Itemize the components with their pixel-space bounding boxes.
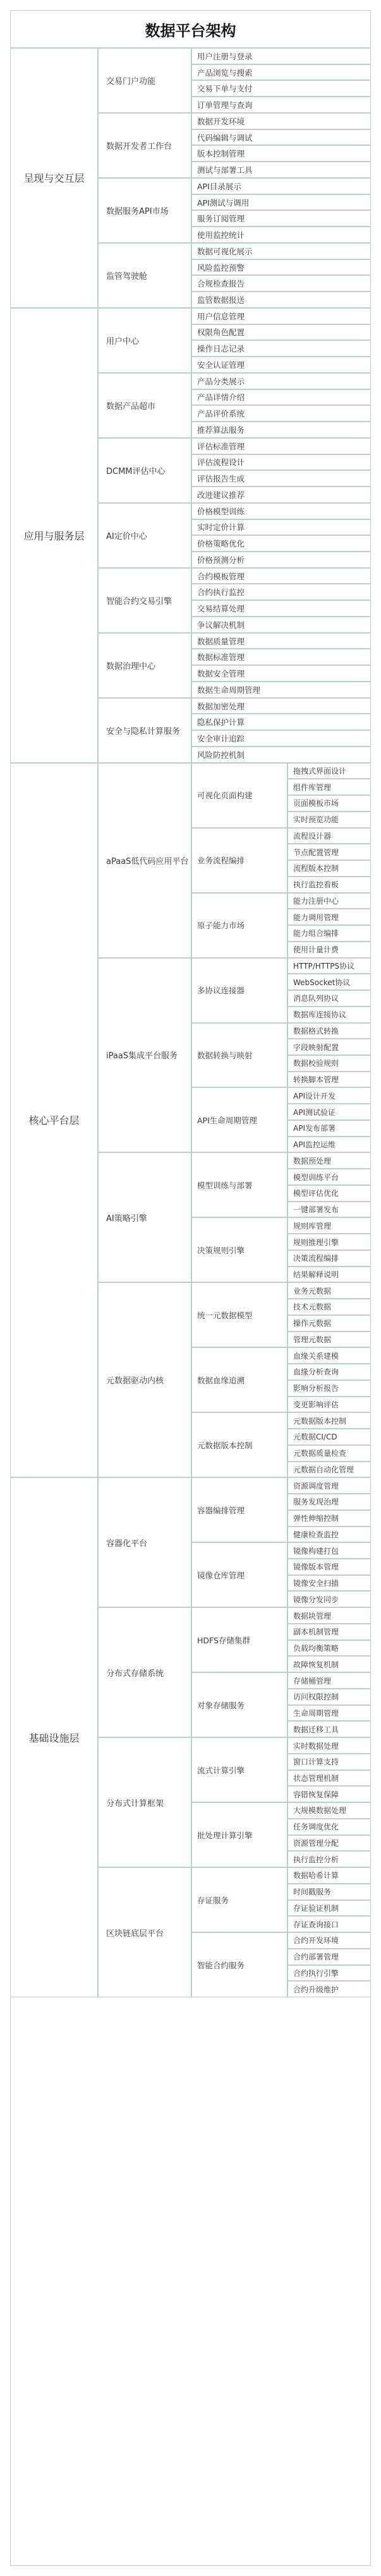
module-cell: 数据服务API市场: [98, 178, 191, 243]
feature-item: 安全审计追踪: [191, 730, 371, 747]
feature-item: 价格策略优化: [191, 535, 371, 552]
feature-item: 数据可视化展示: [191, 243, 371, 259]
feature-item: 数据哈希计算: [287, 1867, 371, 1884]
feature-item: 产品分类展示: [191, 373, 371, 389]
feature-item: 容错恢复保障: [287, 1786, 371, 1802]
feature-item: 争议解决机制: [191, 617, 371, 633]
feature-item: 转换脚本管理: [287, 1072, 371, 1088]
feature-item: 执行监控看板: [287, 877, 371, 893]
feature-item: 消息队列协议: [287, 990, 371, 1007]
layer-cell: 核心平台层: [10, 763, 98, 1478]
feature-item: 隐私保护计算: [191, 714, 371, 730]
feature-item: 代码编辑与调试: [191, 129, 371, 146]
feature-item: 大规模数据处理: [287, 1802, 371, 1819]
feature-item: 业务元数据: [287, 1282, 371, 1299]
feature-item: 元数据CI/CD: [287, 1429, 371, 1445]
feature-item: 变更影响评估: [287, 1397, 371, 1413]
feature-item: 评估标准管理: [191, 438, 371, 454]
feature-item: 实时预览功能: [287, 812, 371, 828]
feature-item: HTTP/HTTPS协议: [287, 958, 371, 974]
feature-item: 数据格式转换: [287, 1023, 371, 1039]
module-cell: 数据开发者工作台: [98, 113, 191, 178]
feature-item: 数据加密处理: [191, 698, 371, 714]
feature-item: 用户信息管理: [191, 308, 371, 324]
feature-item: 实时数据处理: [287, 1737, 371, 1754]
feature-item: 交易下单与支付: [191, 80, 371, 97]
feature-item: 产品浏览与搜索: [191, 64, 371, 81]
module-cell: 分布式计算框架: [98, 1737, 191, 1867]
submodule-cell: 对象存储服务: [191, 1672, 287, 1737]
module-cell: 元数据驱动内核: [98, 1282, 191, 1477]
feature-item: 操作日志记录: [191, 340, 371, 357]
feature-item: 健康检查监控: [287, 1527, 371, 1543]
feature-item: 推荐算法服务: [191, 422, 371, 438]
feature-item: 用户注册与登录: [191, 48, 371, 64]
feature-item: 价格预测分析: [191, 552, 371, 568]
feature-item: API监控运维: [287, 1137, 371, 1153]
submodule-cell: 存证服务: [191, 1867, 287, 1932]
module-cell: 用户中心: [98, 308, 191, 373]
module-cell: 容器化平台: [98, 1477, 191, 1607]
feature-item: 数据预处理: [287, 1152, 371, 1169]
feature-item: 时间戳服务: [287, 1884, 371, 1900]
submodule-cell: 多协议连接器: [191, 958, 287, 1023]
layer-cell: 呈现与交互层: [10, 48, 98, 308]
feature-item: API发布部署: [287, 1120, 371, 1137]
feature-item: 故障恢复机制: [287, 1656, 371, 1672]
submodule-cell: HDFS存储集群: [191, 1607, 287, 1672]
feature-item: 规则库管理: [287, 1217, 371, 1234]
feature-item: 评估流程设计: [191, 454, 371, 471]
feature-item: 模型训练平台: [287, 1169, 371, 1185]
feature-item: 合规检查报告: [191, 275, 371, 292]
feature-item: 合约开发环境: [287, 1932, 371, 1949]
feature-item: 模型评估优化: [287, 1185, 371, 1202]
feature-item: 测试与部署工具: [191, 162, 371, 178]
feature-item: 资源调度管理: [287, 1477, 371, 1494]
feature-item: 风险监控预警: [191, 259, 371, 276]
submodule-cell: 容器编排管理: [191, 1477, 287, 1542]
feature-item: 合约模板管理: [191, 568, 371, 584]
feature-item: 镜像分发同步: [287, 1591, 371, 1607]
feature-item: API测试与调用: [191, 194, 371, 211]
feature-item: 合约部署管理: [287, 1949, 371, 1965]
feature-item: 窗口计算支持: [287, 1754, 371, 1770]
feature-item: 评估报告生成: [191, 470, 371, 487]
feature-item: 管理元数据: [287, 1332, 371, 1348]
feature-item: 元数据质量检查: [287, 1445, 371, 1462]
feature-item: 使用计量计费: [287, 942, 371, 958]
layer-cell: 基础设施层: [10, 1477, 98, 1997]
feature-item: 数据迁移工具: [287, 1721, 371, 1737]
feature-item: WebSocket协议: [287, 974, 371, 990]
module-cell: 智能合约交易引擎: [98, 568, 191, 633]
submodule-cell: 统一元数据模型: [191, 1282, 287, 1347]
feature-item: 存储桶管理: [287, 1672, 371, 1689]
feature-item: 弹性伸缩控制: [287, 1510, 371, 1527]
submodule-cell: 数据转换与映射: [191, 1023, 287, 1088]
submodule-cell: 可视化页面构建: [191, 763, 287, 828]
module-cell: 区块链底层平台: [98, 1867, 191, 1997]
feature-item: 合约升级维护: [287, 1981, 371, 1997]
feature-item: 决策流程编排: [287, 1250, 371, 1267]
layer-cell: 应用与服务层: [10, 308, 98, 763]
submodule-cell: 数据血缘追溯: [191, 1347, 287, 1412]
feature-item: 数据安全管理: [191, 665, 371, 682]
feature-item: 规则推理引擎: [287, 1234, 371, 1250]
feature-item: 权限角色配置: [191, 324, 371, 341]
feature-item: 任务调度优化: [287, 1819, 371, 1835]
feature-item: 生命周期管理: [287, 1705, 371, 1722]
feature-item: 负载均衡策略: [287, 1640, 371, 1657]
feature-item: 镜像安全扫描: [287, 1575, 371, 1592]
module-cell: AI策略引擎: [98, 1152, 191, 1282]
feature-item: 数据质量管理: [191, 633, 371, 649]
feature-item: 数据标准管理: [191, 649, 371, 665]
feature-item: 交易结算处理: [191, 600, 371, 617]
module-cell: 分布式存储系统: [98, 1607, 191, 1737]
module-cell: DCMM评估中心: [98, 438, 191, 503]
feature-item: 产品评价系统: [191, 405, 371, 422]
module-cell: aPaaS低代码应用平台: [98, 763, 191, 958]
module-cell: 数据治理中心: [98, 633, 191, 698]
feature-item: API测试验证: [287, 1104, 371, 1120]
feature-item: 能力注册中心: [287, 893, 371, 909]
diagram-title: 数据平台架构: [10, 10, 371, 48]
feature-item: 访问权限控制: [287, 1689, 371, 1705]
feature-item: 技术元数据: [287, 1299, 371, 1315]
feature-item: 能力组合编排: [287, 925, 371, 942]
feature-item: 数据生命周期管理: [191, 682, 371, 698]
feature-item: API目录展示: [191, 178, 371, 194]
feature-item: 流程版本控制: [287, 860, 371, 877]
feature-item: 影响分析报告: [287, 1380, 371, 1397]
feature-item: 一键部署发布: [287, 1202, 371, 1218]
feature-item: 镜像构建打包: [287, 1542, 371, 1559]
submodule-cell: 流式计算引擎: [191, 1737, 287, 1802]
submodule-cell: 原子能力市场: [191, 893, 287, 958]
feature-item: 订单管理与查询: [191, 97, 371, 113]
feature-item: 镜像版本管理: [287, 1559, 371, 1575]
feature-item: 实时定价计算: [191, 519, 371, 536]
submodule-cell: 模型训练与部署: [191, 1152, 287, 1217]
feature-item: 版本控制管理: [191, 145, 371, 162]
feature-item: 拖拽式界面设计: [287, 763, 371, 779]
module-cell: AI定价中心: [98, 503, 191, 568]
feature-item: 数据库连接协议: [287, 1007, 371, 1023]
module-cell: 监管驾驶舱: [98, 243, 191, 308]
feature-item: 监管数据报送: [191, 292, 371, 308]
feature-item: 数据开发环境: [191, 113, 371, 129]
submodule-cell: 镜像仓库管理: [191, 1542, 287, 1607]
feature-item: 能力调用管理: [287, 909, 371, 925]
feature-item: 操作元数据: [287, 1315, 371, 1332]
feature-item: 安全认证管理: [191, 357, 371, 373]
feature-item: 资源管理分配: [287, 1835, 371, 1852]
feature-item: 组件库管理: [287, 779, 371, 795]
feature-item: 数据校验规则: [287, 1055, 371, 1072]
feature-item: 血缘分析查询: [287, 1364, 371, 1380]
feature-item: 产品详情介绍: [191, 389, 371, 406]
module-cell: iPaaS集成平台服务: [98, 958, 191, 1153]
feature-item: 合约执行监控: [191, 584, 371, 600]
feature-item: 价格模型训练: [191, 503, 371, 519]
feature-item: API设计开发: [287, 1087, 371, 1104]
feature-item: 状态管理机制: [287, 1770, 371, 1787]
feature-item: 服务订阅管理: [191, 210, 371, 227]
feature-item: 执行监控分析: [287, 1851, 371, 1867]
feature-item: 流程设计器: [287, 828, 371, 844]
submodule-cell: 决策规则引擎: [191, 1217, 287, 1282]
module-cell: 安全与隐私计算服务: [98, 698, 191, 763]
feature-item: 存证查询接口: [287, 1916, 371, 1932]
feature-item: 结果解释说明: [287, 1267, 371, 1283]
feature-item: 副本机制管理: [287, 1624, 371, 1640]
feature-item: 数据块管理: [287, 1607, 371, 1624]
feature-item: 服务发现治理: [287, 1494, 371, 1510]
feature-item: 字段映射配置: [287, 1039, 371, 1055]
feature-item: 元数据版本控制: [287, 1412, 371, 1429]
submodule-cell: 批处理计算引擎: [191, 1802, 287, 1867]
submodule-cell: 智能合约服务: [191, 1932, 287, 1997]
feature-item: 元数据自动化管理: [287, 1462, 371, 1478]
feature-item: 血缘关系建模: [287, 1347, 371, 1364]
feature-item: 改进建议推荐: [191, 487, 371, 503]
feature-item: 合约执行引擎: [287, 1965, 371, 1982]
feature-item: 节点配置管理: [287, 844, 371, 860]
submodule-cell: 业务流程编排: [191, 828, 287, 893]
feature-item: 使用监控统计: [191, 227, 371, 243]
feature-item: 页面模板市场: [287, 795, 371, 812]
submodule-cell: API生命周期管理: [191, 1087, 287, 1152]
submodule-cell: 元数据版本控制: [191, 1412, 287, 1477]
module-cell: 数据产品超市: [98, 373, 191, 438]
module-cell: 交易门户功能: [98, 48, 191, 113]
feature-item: 风险防控机制: [191, 747, 371, 763]
feature-item: 存证验证机制: [287, 1900, 371, 1917]
